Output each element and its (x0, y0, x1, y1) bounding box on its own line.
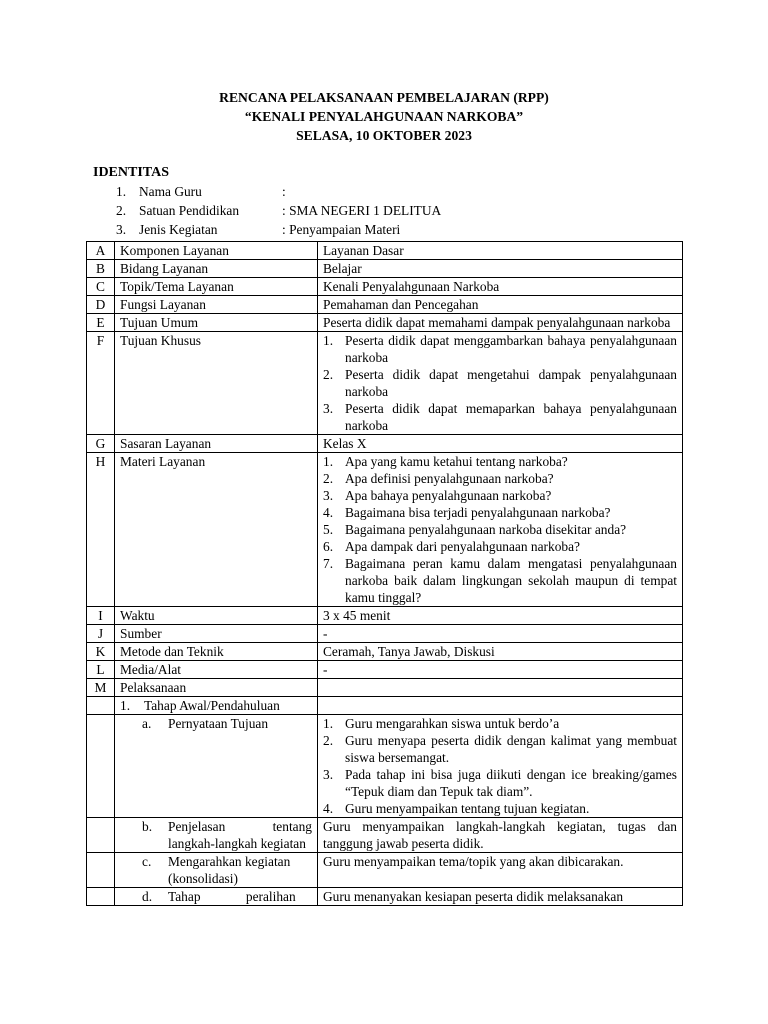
table-row (87, 296, 683, 314)
table-row (87, 435, 683, 453)
table-row (87, 332, 683, 435)
table-row (87, 643, 683, 661)
list-item: 7. Bagaimana peran kamu dalam mengatasi penyalahgunaan narkoba baik dalam lingkungan sekolah maupun di tempat kamu tinggal? (323, 556, 677, 605)
list-item: 3. Pada tahap ini bisa juga diikuti dengan ice breaking/games “Tepuk diam dan Tepuk tak diam”. (323, 767, 677, 799)
row-value: - (318, 625, 683, 643)
row-value: 3 x 45 menit (318, 607, 683, 625)
row-label: Sumber (115, 625, 318, 643)
row-letter (87, 853, 115, 888)
row-letter: D (87, 296, 115, 314)
list-item: 4. Bagaimana bisa terjadi penyalahgunaan narkoba? (323, 505, 611, 520)
list-item: 2. Peserta didik dapat mengetahui dampak penyalahgunaan narkoba (323, 367, 677, 399)
stage-cell (115, 697, 318, 715)
table-row (87, 888, 683, 906)
row-label: Sasaran Layanan (115, 435, 318, 453)
row-value (318, 332, 683, 435)
identitas-value: : SMA NEGERI 1 DELITUA (282, 203, 442, 218)
substep-cell (115, 853, 318, 888)
row-value: Guru menyampaikan langkah-langkah kegiatan, tugas dan tanggung jawab peserta didik. (318, 818, 683, 853)
substep-label: c. Mengarahkan kegiatan (konsolidasi) (142, 854, 291, 886)
row-value: Ceramah, Tanya Jawab, Diskusi (318, 643, 683, 661)
row-letter: A (87, 242, 115, 260)
list-item: 3. Peserta didik dapat memaparkan bahaya penyalahgunaan narkoba (323, 401, 677, 433)
row-value: - (318, 661, 683, 679)
row-label: Komponen Layanan (115, 242, 318, 260)
title-line-2: “KENALI PENYALAHGUNAAN NARKOBA” (244, 109, 524, 124)
row-value (318, 715, 683, 818)
row-letter: E (87, 314, 115, 332)
stage-heading: 1. Tahap Awal/Pendahuluan (120, 698, 280, 713)
title-line-3: SELASA, 10 OKTOBER 2023 (296, 128, 472, 143)
substep-label: b. Penjelasan tentang langkah-langkah kegiatan (142, 819, 312, 851)
identitas-heading: IDENTITAS (93, 165, 169, 180)
table-row (87, 661, 683, 679)
substep-cell (115, 888, 318, 906)
pernyataan-tujuan-list (323, 715, 677, 817)
row-label: Media/Alat (115, 661, 318, 679)
list-item: 3. Apa bahaya penyalahgunaan narkoba? (323, 488, 552, 503)
row-label: Metode dan Teknik (115, 643, 318, 661)
row-label: Tujuan Khusus (115, 332, 318, 435)
row-letter: C (87, 278, 115, 296)
table-row (87, 679, 683, 697)
table-row (87, 260, 683, 278)
substep-cell (115, 715, 318, 818)
row-value (318, 697, 683, 715)
row-letter: K (87, 643, 115, 661)
table-row (87, 278, 683, 296)
identitas-number: 3. (116, 222, 127, 237)
row-letter (87, 697, 115, 715)
row-value (318, 453, 683, 607)
table-row (87, 697, 683, 715)
identitas-number: 1. (116, 184, 127, 199)
identitas-number: 2. (116, 203, 127, 218)
identitas-value: : (282, 184, 286, 199)
identitas-item (116, 183, 441, 202)
row-letter: J (87, 625, 115, 643)
list-item: 2. Guru menyapa peserta didik dengan kalimat yang membuat siswa bersemangat. (323, 733, 677, 765)
row-letter: G (87, 435, 115, 453)
row-letter (87, 715, 115, 818)
row-label: Materi Layanan (115, 453, 318, 607)
row-letter: I (87, 607, 115, 625)
list-item: 5. Bagaimana penyalahgunaan narkoba disekitar anda? (323, 522, 627, 537)
list-item: 1. Guru mengarahkan siswa untuk berdo’a (323, 716, 560, 731)
row-letter: H (87, 453, 115, 607)
row-letter: L (87, 661, 115, 679)
row-value: Guru menanyakan kesiapan peserta didik melaksanakan (318, 888, 683, 906)
substep-label: a. Pernyataan Tujuan (142, 716, 269, 731)
table-row (87, 314, 683, 332)
document-title (0, 88, 768, 145)
list-item: 2. Apa definisi penyalahgunaan narkoba? (323, 471, 554, 486)
table-row (87, 715, 683, 818)
identitas-item (116, 221, 441, 240)
row-letter (87, 818, 115, 853)
row-letter (87, 888, 115, 906)
title-line-1: RENCANA PELAKSANAAN PEMBELAJARAN (RPP) (219, 90, 549, 105)
tujuan-khusus-list (323, 332, 677, 434)
identitas-label: Satuan Pendidikan (139, 203, 240, 218)
table-row (87, 818, 683, 853)
row-label: Pelaksanaan (115, 679, 318, 697)
identitas-list (116, 183, 441, 240)
list-item: 1. Apa yang kamu ketahui tentang narkoba? (323, 454, 568, 469)
rpp-table (86, 241, 683, 906)
list-item: 4. Guru menyampaikan tentang tujuan kegiatan. (323, 801, 590, 816)
substep-cell (115, 818, 318, 853)
row-label: Fungsi Layanan (115, 296, 318, 314)
row-letter: M (87, 679, 115, 697)
table-row (87, 453, 683, 607)
row-label: Tujuan Umum (115, 314, 318, 332)
row-value: Peserta didik dapat memahami dampak penyalahgunaan narkoba (318, 314, 683, 332)
table-row (87, 242, 683, 260)
identitas-label: Nama Guru (139, 184, 202, 199)
row-value: Kelas X (318, 435, 683, 453)
row-value: Kenali Penyalahgunaan Narkoba (318, 278, 683, 296)
materi-layanan-list (323, 453, 677, 606)
row-value (318, 679, 683, 697)
table-row (87, 625, 683, 643)
row-label: Waktu (115, 607, 318, 625)
row-value: Layanan Dasar (318, 242, 683, 260)
list-item: 6. Apa dampak dari penyalahgunaan narkoba? (323, 539, 580, 554)
substep-label: d. Tahap peralihan (142, 889, 296, 904)
row-letter: F (87, 332, 115, 435)
row-label: Bidang Layanan (115, 260, 318, 278)
row-value: Guru menyampaikan tema/topik yang akan dibicarakan. (318, 853, 683, 888)
row-label: Topik/Tema Layanan (115, 278, 318, 296)
identitas-label: Jenis Kegiatan (139, 222, 218, 237)
table-row (87, 607, 683, 625)
row-value: Pemahaman dan Pencegahan (318, 296, 683, 314)
identitas-item (116, 202, 441, 221)
table-row (87, 853, 683, 888)
row-value: Belajar (318, 260, 683, 278)
row-letter: B (87, 260, 115, 278)
substep-label-text: Tahap peralihan (168, 889, 296, 904)
list-item: 1. Peserta didik dapat menggambarkan bahaya penyalahgunaan narkoba (323, 333, 677, 365)
identitas-value: : Penyampaian Materi (282, 222, 401, 237)
